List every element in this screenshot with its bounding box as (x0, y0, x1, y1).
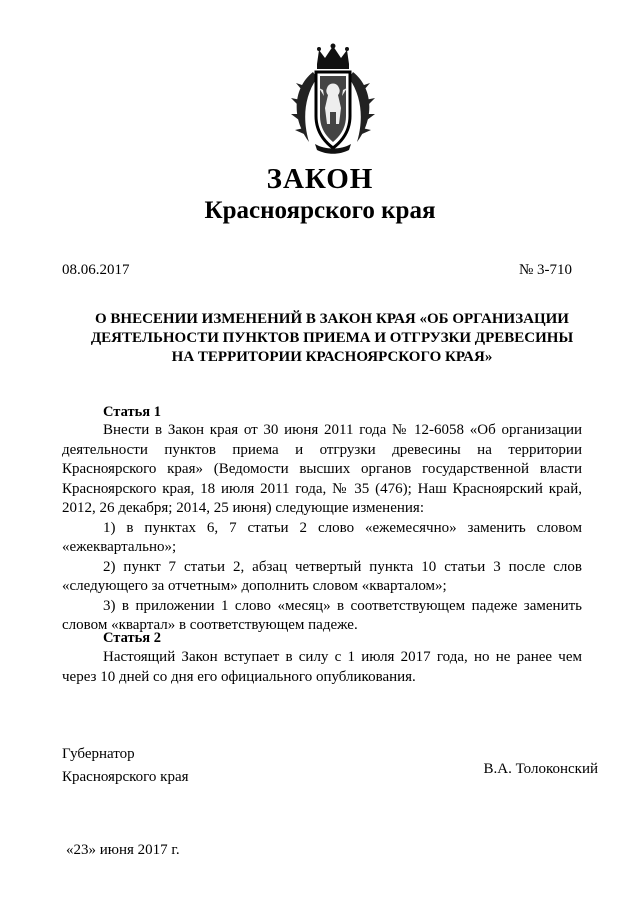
signing-date: «23» июня 2017 г. (66, 842, 180, 858)
paragraph: 3) в приложении 1 слово «месяц» в соответствующем падеже заменить словом «квартал» в соответствующем падеже. (62, 597, 582, 633)
article-1-title: Статья 1 (103, 404, 161, 420)
coat-of-arms-icon (283, 38, 383, 158)
article-2-body (62, 648, 582, 687)
article-2-title: Статья 2 (103, 630, 161, 646)
signer-title-line: Губернатор (62, 746, 135, 762)
signer-title (62, 743, 189, 789)
document-title: ЗАКОН (266, 163, 374, 195)
paragraph: 2) пункт 7 статьи 2, абзац четвертый пункта 10 статьи 3 после слов «следующего за отчетным» дополнить словом «кварталом»; (62, 558, 582, 594)
document-date: 08.06.2017 (62, 262, 130, 278)
document-number: № 3-710 (518, 262, 572, 278)
article-1-body (62, 421, 582, 636)
paragraph: Внести в Закон края от 30 июня 2011 года № 12-6058 «Об организации деятельности пунктов приема и отгрузки древесины на территории Красноярского края» (Ведомости высших органов государственной власти Красноярского края, 18 июля 2011 года, № 35 (476); Наш Красноярский край, 2012, 26 декабря; 2014, 25 июня) следующие изменения: (62, 422, 582, 516)
paragraph: Настоящий Закон вступает в силу с 1 июля 2017 года, но не ранее чем через 10 дней со дня его официального опубликования. (62, 649, 582, 685)
signer-name: В.А. Толоконский (483, 761, 598, 777)
document-region: Красноярского края (204, 197, 436, 224)
law-heading-line: О ВНЕСЕНИИ ИЗМЕНЕНИЙ В ЗАКОН КРАЯ «ОБ ОРГАНИЗАЦИИ (95, 311, 569, 327)
law-heading-line: НА ТЕРРИТОРИИ КРАСНОЯРСКОГО КРАЯ» (171, 349, 493, 365)
paragraph: 1) в пунктах 6, 7 статьи 2 слово «ежемесячно» заменить словом «ежеквартально»; (62, 519, 582, 555)
law-heading (72, 310, 592, 367)
law-heading-line: ДЕЯТЕЛЬНОСТИ ПУНКТОВ ПРИЕМА И ОТГРУЗКИ ДРЕВЕСИНЫ (90, 330, 574, 346)
signer-title-line: Красноярского края (62, 769, 189, 785)
